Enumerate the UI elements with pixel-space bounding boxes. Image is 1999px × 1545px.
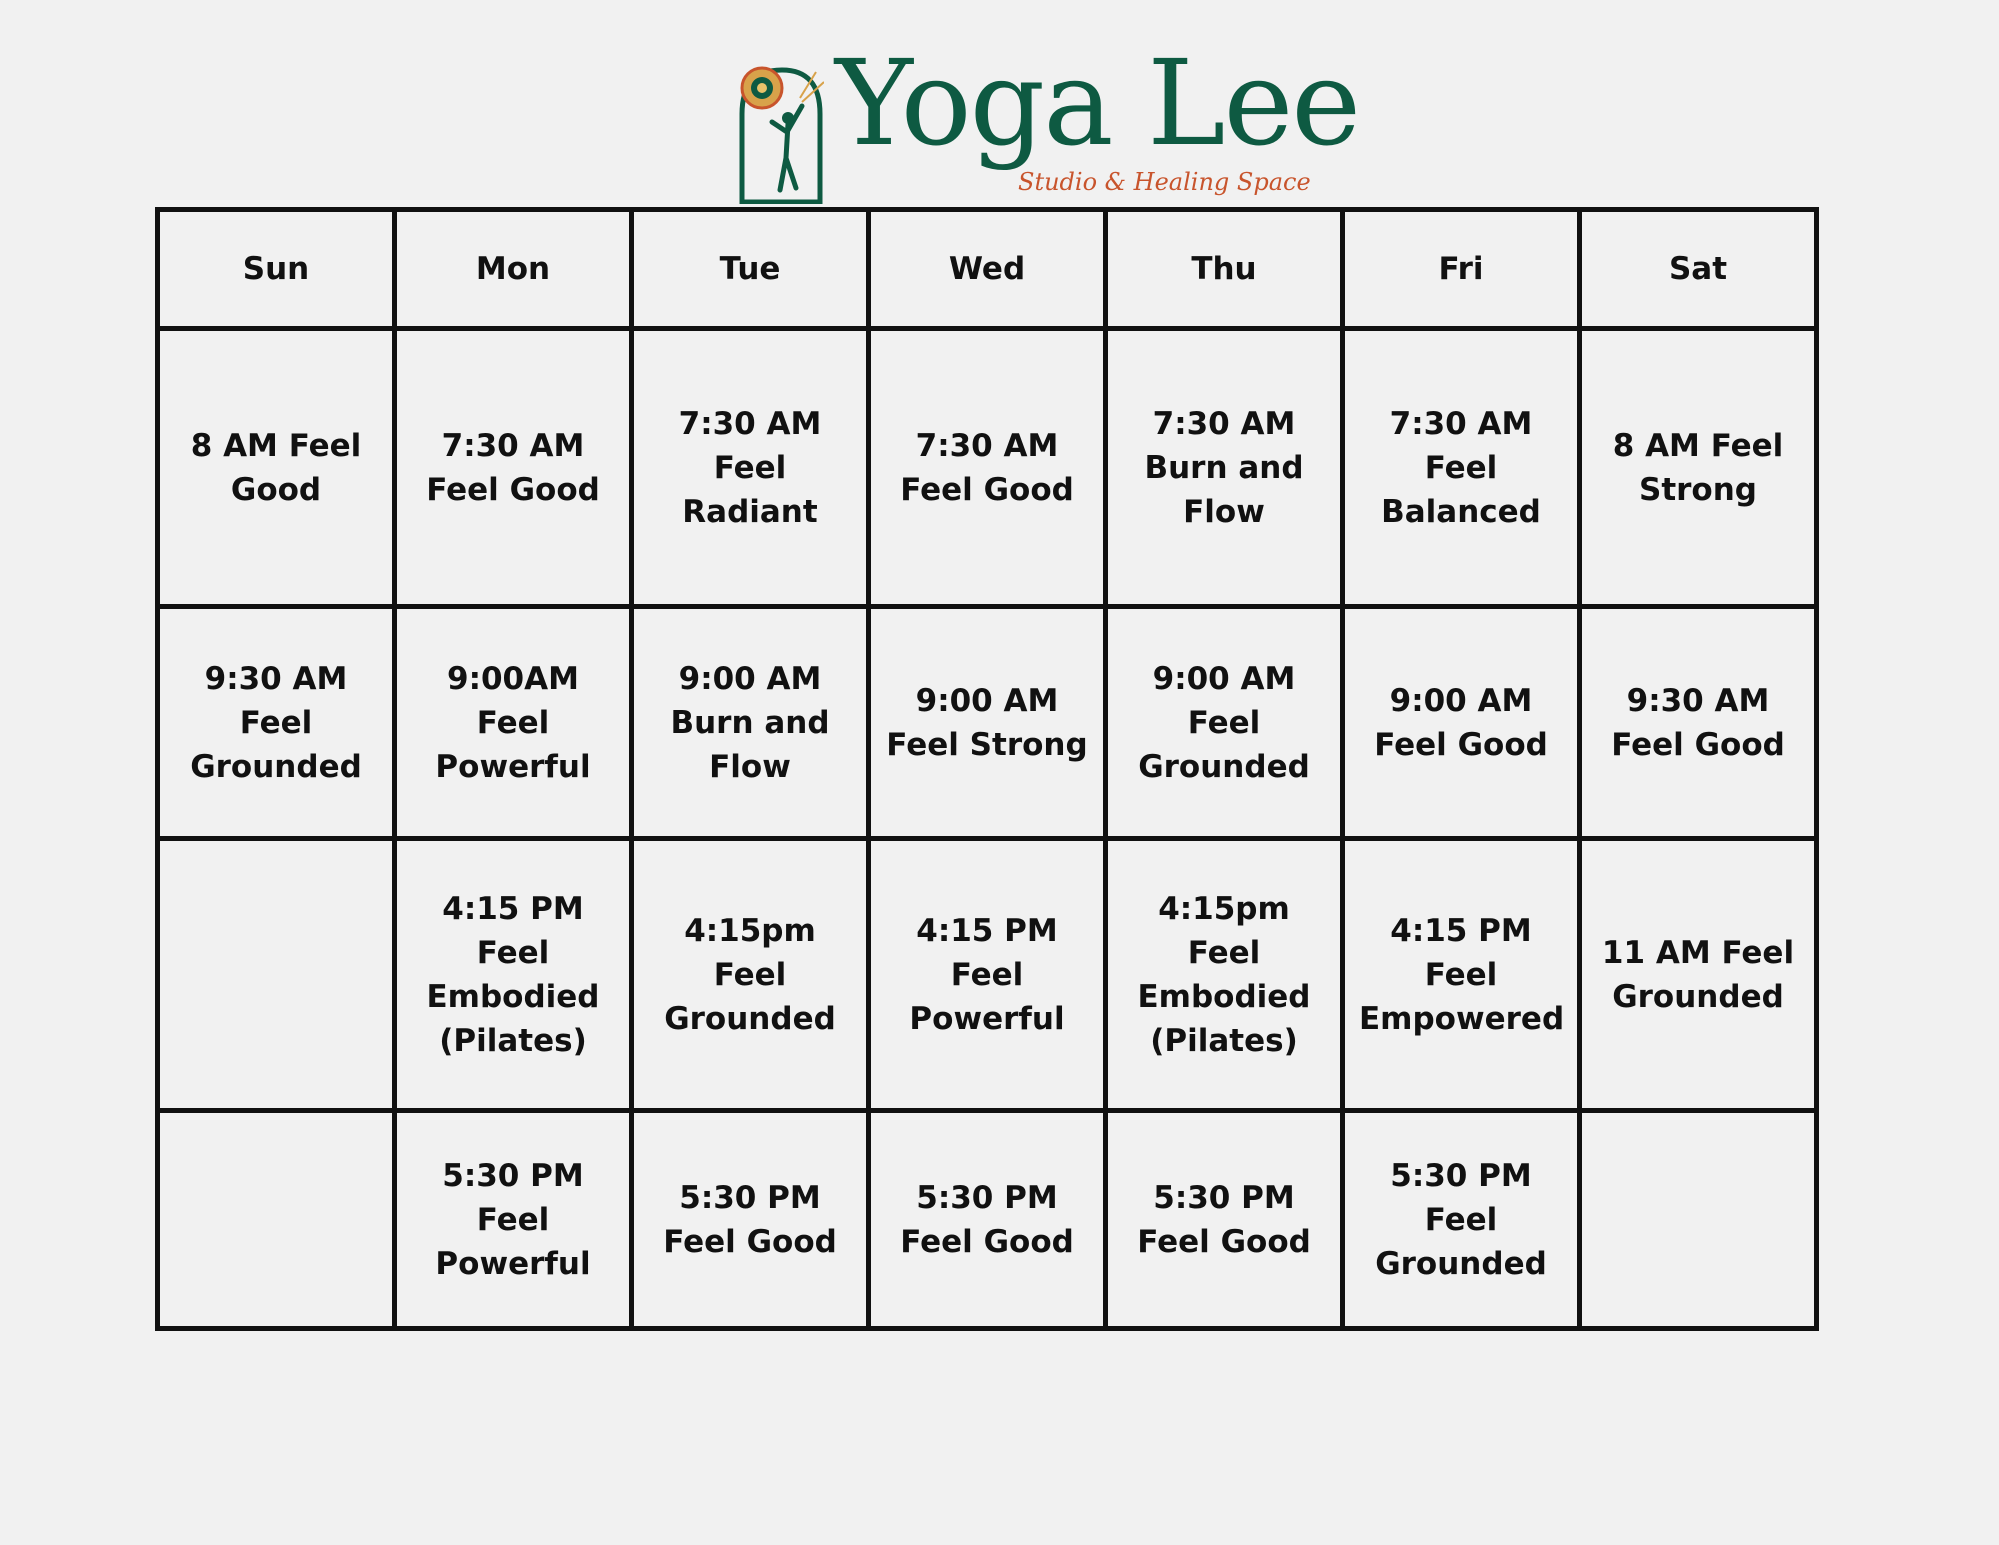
class-slot-sat-empty	[1580, 1111, 1817, 1329]
class-slot-mon: 7:30 AM Feel Good	[395, 329, 632, 607]
class-slot-wed: 5:30 PM Feel Good	[869, 1111, 1106, 1329]
class-slot-sat: 11 AM Feel Grounded	[1580, 839, 1817, 1111]
day-header-row	[158, 210, 1817, 329]
class-slot-thu: 7:30 AM Burn and Flow	[1106, 329, 1343, 607]
day-header-wed: Wed	[869, 210, 1106, 329]
class-slot-tue: 4:15pm Feel Grounded	[632, 839, 869, 1111]
day-header-fri: Fri	[1343, 210, 1580, 329]
class-slot-tue: 5:30 PM Feel Good	[632, 1111, 869, 1329]
class-slot-sun-empty	[158, 1111, 395, 1329]
class-slot-thu: 4:15pm Feel Embodied (Pilates)	[1106, 839, 1343, 1111]
arch-dancer-mandala-icon	[736, 62, 824, 204]
brand-name: Yoga Lee	[835, 34, 1360, 172]
class-slot-tue: 7:30 AM Feel Radiant	[632, 329, 869, 607]
schedule-row-2	[158, 607, 1817, 839]
class-slot-fri: 7:30 AM Feel Balanced	[1343, 329, 1580, 607]
class-schedule-table	[155, 207, 1819, 1331]
class-slot-wed: 7:30 AM Feel Good	[869, 329, 1106, 607]
class-slot-sat: 8 AM Feel Strong	[1580, 329, 1817, 607]
class-slot-tue: 9:00 AM Burn and Flow	[632, 607, 869, 839]
day-header-mon: Mon	[395, 210, 632, 329]
brand-logo	[730, 34, 1360, 210]
schedule-row-1	[158, 329, 1817, 607]
day-header-thu: Thu	[1106, 210, 1343, 329]
class-slot-fri: 9:00 AM Feel Good	[1343, 607, 1580, 839]
class-slot-sun: 9:30 AM Feel Grounded	[158, 607, 395, 839]
class-slot-mon: 9:00AM Feel Powerful	[395, 607, 632, 839]
brand-tagline: Studio & Healing Space	[1018, 168, 1311, 196]
class-slot-mon: 5:30 PM Feel Powerful	[395, 1111, 632, 1329]
schedule-row-4	[158, 1111, 1817, 1329]
day-header-tue: Tue	[632, 210, 869, 329]
class-slot-wed: 4:15 PM Feel Powerful	[869, 839, 1106, 1111]
class-slot-thu: 5:30 PM Feel Good	[1106, 1111, 1343, 1329]
day-header-sun: Sun	[158, 210, 395, 329]
class-slot-wed: 9:00 AM Feel Strong	[869, 607, 1106, 839]
class-slot-sun: 8 AM Feel Good	[158, 329, 395, 607]
class-slot-fri: 4:15 PM Feel Empowered	[1343, 839, 1580, 1111]
class-slot-mon: 4:15 PM Feel Embodied (Pilates)	[395, 839, 632, 1111]
class-slot-sun-empty	[158, 839, 395, 1111]
day-header-sat: Sat	[1580, 210, 1817, 329]
class-slot-fri: 5:30 PM Feel Grounded	[1343, 1111, 1580, 1329]
class-slot-sat: 9:30 AM Feel Good	[1580, 607, 1817, 839]
schedule-row-3	[158, 839, 1817, 1111]
class-slot-thu: 9:00 AM Feel Grounded	[1106, 607, 1343, 839]
